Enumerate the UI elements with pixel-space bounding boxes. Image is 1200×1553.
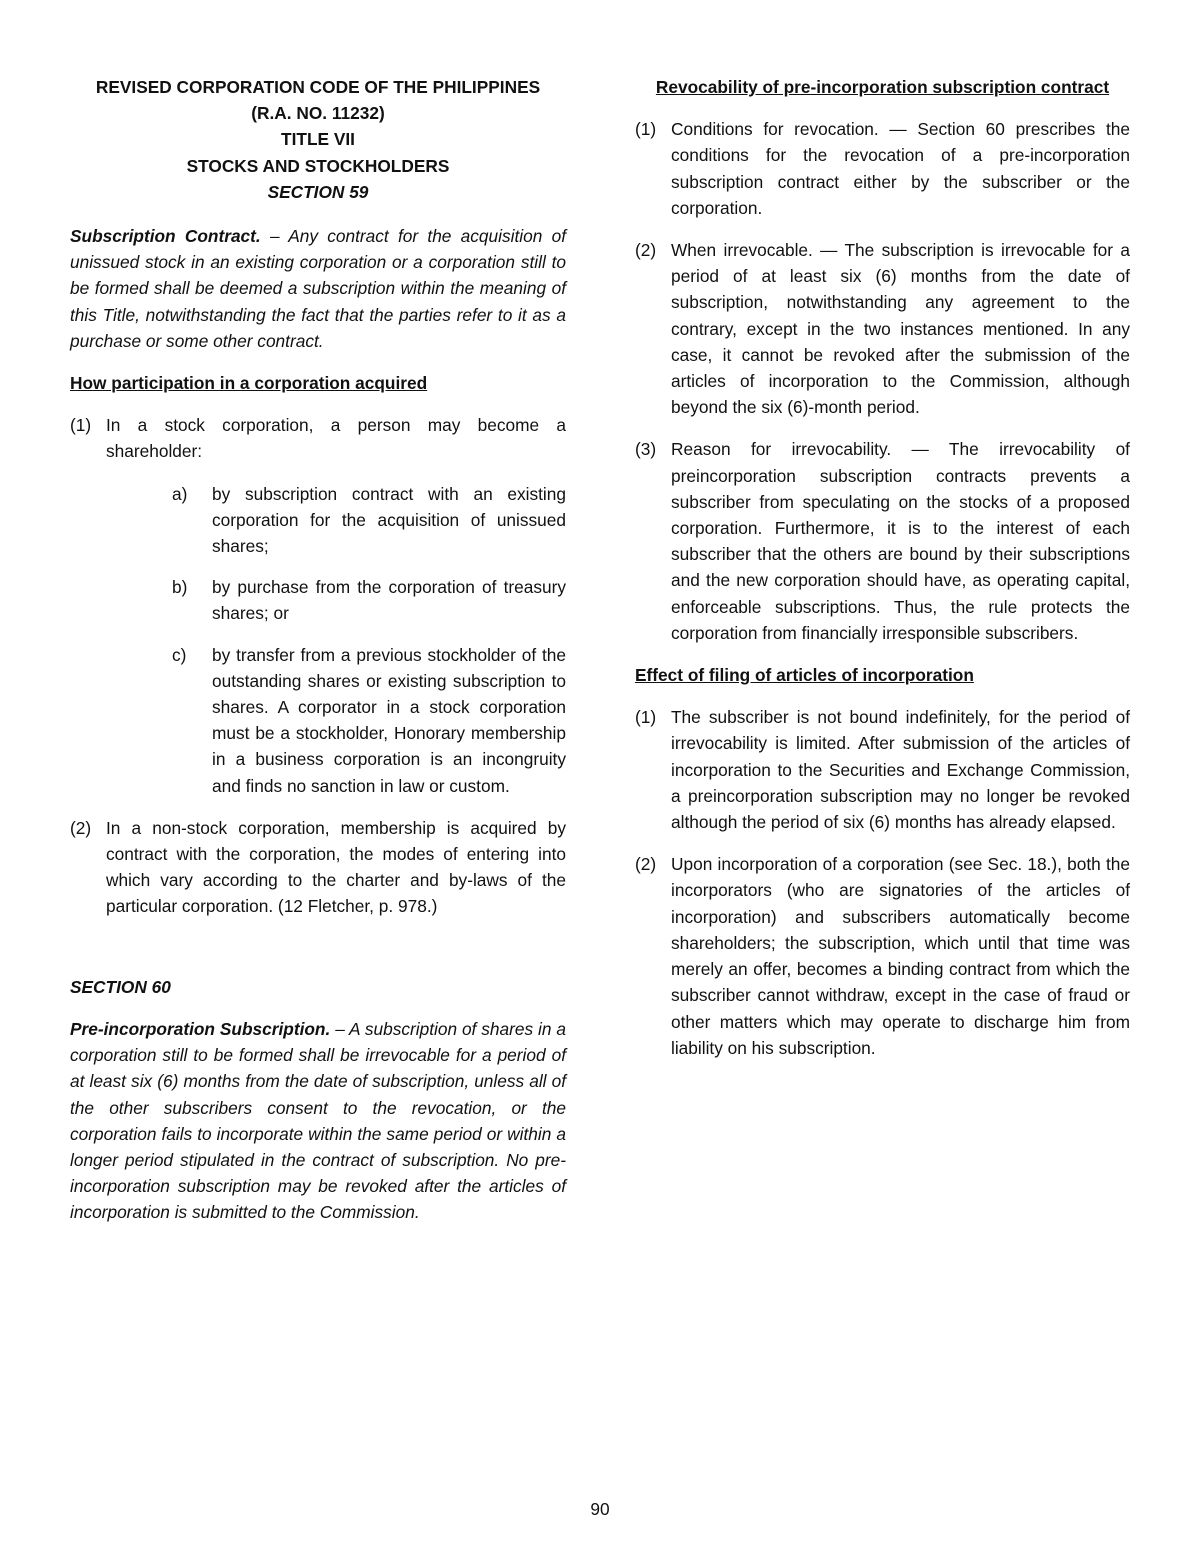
list-text: Upon incorporation of a corporation (see Sec. 18.), both the incorporators (who are signatories of the articles of incorporation) and subscribers automatically become shareholders; the subscription, which until that time was merely an offer, becomes a binding contract from which the subscriber cannot withdraw, except in the case of fraud or other matters which may operate to discharge him from liability on his subscription. [671, 854, 1130, 1058]
list-item [635, 116, 1130, 221]
sub-list-item [172, 642, 566, 799]
section-60-label: SECTION 60 [70, 976, 171, 997]
section-60-body: – A subscription of shares in a corporation still to be formed shall be irrevocable for a period of at least six (6) months from the date of subscription, unless all of the other subscribers consent to the revocation, or the corporation fails to incorporate within the same period or within a longer period stipulated in the contract of subscription. No pre-incorporation subscription may be revoked after the articles of incorporation is submitted to the Commission. [70, 1018, 566, 1223]
sub-list-text: by purchase from the corporation of treasury shares; or [212, 577, 566, 624]
section-59-label: SECTION 59 [267, 181, 369, 202]
title-number: TITLE VII [281, 129, 355, 150]
revocability-list [635, 116, 1130, 646]
document-header [70, 74, 566, 205]
list-text: In a non-stock corporation, membership is acquired by contract with the corporation, the modes of entering into which vary according to the charter and by-laws of the particular corporation. (12 Fletcher, p. 978.) [106, 817, 566, 917]
list-item [70, 412, 566, 799]
list-item [70, 815, 566, 920]
act-number: (R.A. NO. 11232) [251, 103, 385, 124]
how-participation-list [70, 412, 566, 919]
section-59-body: – Any contract for the acquisition of unissued stock in an existing corporation or a corporation still to be formed shall be deemed a subscription within the meaning of this Title, notwithstanding the fact that the parties refer to it as a purchase or some other contract. [70, 226, 566, 351]
list-number: (2) [70, 817, 92, 838]
section-60-text [70, 1016, 566, 1226]
sub-list-item [172, 574, 566, 626]
code-title: REVISED CORPORATION CODE OF THE PHILIPPINES [95, 77, 541, 97]
list-number: (3) [635, 439, 657, 460]
sub-list-text: by subscription contract with an existing corporation for the acquisition of unissued shares; [212, 483, 566, 557]
list-number: (2) [635, 240, 657, 261]
sub-list [70, 481, 566, 799]
list-item [635, 436, 1130, 646]
sub-list-letter: c) [172, 644, 187, 665]
left-column [70, 74, 566, 1226]
list-text: When irrevocable. — The subscription is irrevocable for a period of at least six (6) months from the date of subscription, notwithstanding any agreement to the contrary, except in the two instances mentioned. In any case, it cannot be revoked after the submission of the articles of incorporation to the Commission, although beyond the six (6)-month period. [671, 240, 1130, 418]
right-column [635, 74, 1130, 1077]
list-item [635, 237, 1130, 420]
effect-of-filing-list [635, 704, 1130, 1061]
effect-of-filing-heading: Effect of filing of articles of incorporation [635, 665, 974, 686]
list-number: (2) [635, 854, 657, 875]
section-59-text [70, 223, 566, 354]
how-participation-heading: How participation in a corporation acquired [70, 373, 428, 394]
list-text: Conditions for revocation. — Section 60 prescribes the conditions for the revocation of a pre-incorporation subscription contract either by the subscriber or the corporation. [671, 119, 1130, 218]
list-item [635, 704, 1130, 835]
page-number: 90 [590, 1499, 610, 1519]
list-text: The subscriber is not bound indefinitely, for the period of irrevocability is limited. After submission of the articles of incorporation to the Securities and Exchange Commission, a preincorporation subscription may no longer be revoked although the period of six (6) months has already elapsed. [671, 707, 1130, 833]
sub-list-item [172, 481, 566, 560]
list-item [635, 851, 1130, 1061]
revocability-heading: Revocability of pre-incorporation subscription contract [655, 77, 1110, 97]
section-60-term: Pre-incorporation Subscription. [70, 1018, 331, 1039]
sub-list-letter: b) [172, 577, 188, 598]
sub-list-text: by transfer from a previous stockholder of the outstanding shares or existing subscription to shares. A corporator in a stock corporation must be a stockholder, Honorary membership in a business corporation is an incongruity and finds no sanction in law or custom. [212, 644, 566, 796]
list-text: In a stock corporation, a person may become a shareholder: [106, 415, 566, 462]
list-number: (1) [635, 119, 657, 140]
section-59-term: Subscription Contract. [70, 226, 261, 247]
list-number: (1) [70, 415, 92, 436]
list-text: Reason for irrevocability. — The irrevocability of preincorporation subscription contracts prevents a subscriber from speculating on the stocks of a proposed corporation. Furthermore, it is to the interest of each subscriber that the others are bound by their subscriptions and the new corporation should have, as operating capital, enforceable subscriptions. Thus, the rule protects the corporation from financially irresponsible subscribers. [671, 439, 1130, 643]
list-number: (1) [635, 707, 657, 728]
sub-list-letter: a) [172, 483, 188, 504]
title-name: STOCKS AND STOCKHOLDERS [186, 155, 450, 176]
